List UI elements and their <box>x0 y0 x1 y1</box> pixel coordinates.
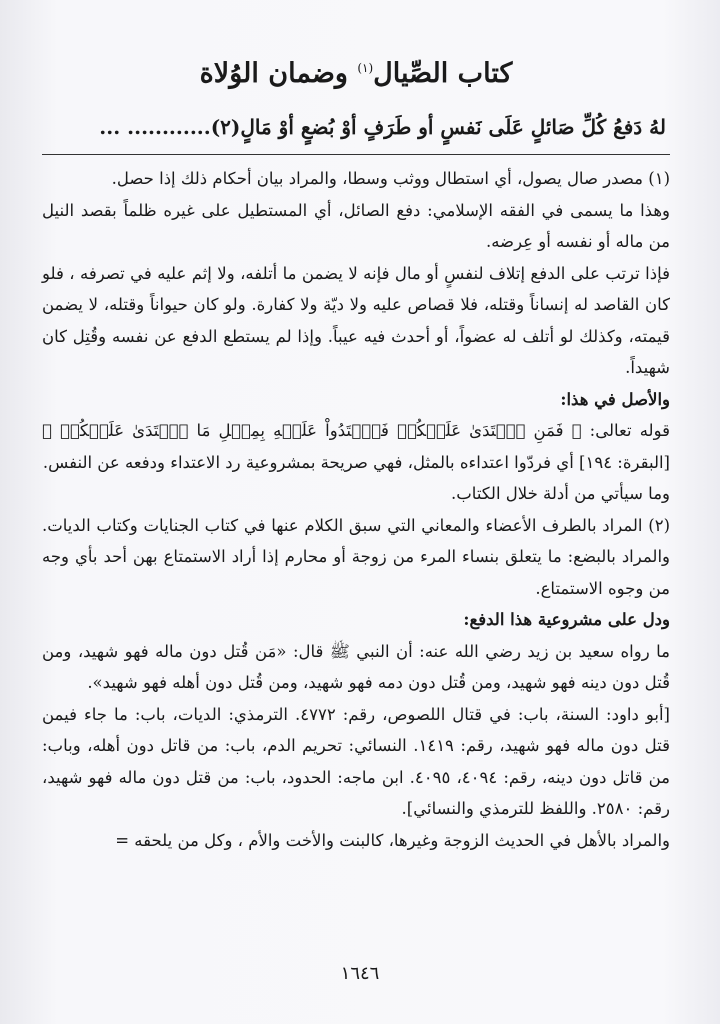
footnote-paragraph: وما سيأتي من أدلة خلال الكتاب. <box>451 484 670 503</box>
footnote-subheading: ودل على مشروعية هذا الدفع: <box>463 610 670 629</box>
footnote-1: (١) مصدر صال يصول، أي استطال ووثب وسطا، والمراد بيان أحكام ذلك إذا حصل. <box>111 169 670 188</box>
footnote-paragraph: ما رواه سعيد بن زيد رضي الله عنه: أن النبي ﷺ قال: «مَن قُتل دون ماله فهو شهيد، ومن قُتل دون دينه فهو شهيد، ومن قُتل دون دمه فهو شهيد، ومن قُتل دون أهله فهو شهيد». <box>42 641 670 692</box>
footnote-divider <box>42 154 670 155</box>
chapter-title <box>42 48 670 94</box>
footnotes <box>42 163 670 856</box>
chapter-title-part1: كتاب الصِّيال <box>373 58 513 89</box>
chapter-title-part2: وضمان الوُلاة <box>199 58 348 89</box>
page-number: ١٦٤٦ <box>340 963 380 984</box>
footnote-subheading: والأصل في هذا: <box>560 389 670 409</box>
footnote-2: (٢) المراد بالطرف الأعضاء والمعاني التي سبق الكلام عنها في كتاب الجنايات وكتاب الديات. والمراد بالبضع: ما يتعلق بنساء المرء من زوجة أو محارم إذا أراد الاستمتاع بهن أحد بأي وجه من وجوه الاستمتاع. <box>42 515 670 598</box>
footnote-paragraph: قوله تعالى: ﴿ فَمَنِ ٱعۡتَدَىٰ عَلَيۡكُمۡ فَٱعۡتَدُواْ عَلَيۡهِ بِمِثۡلِ مَا ٱعۡتَدَىٰ عَلَيۡكُمۡ ﴾ [البقرة: ١٩٤] أي فردّوا اعتداءه بالمثل، فهي صريحة بمشروعية رد الاعتداء ودفعه عن النفس. <box>42 421 670 472</box>
page-content <box>42 48 670 856</box>
footnote-citation: [أبو داود: السنة، باب: في قتال اللصوص، رقم: ٤٧٧٢. الترمذي: الديات، باب: ما جاء فيمن قتل دون ماله فهو شهيد، رقم: ١٤١٩. النسائي: تحريم الدم، باب: من قاتل دون أهله، وباب: من قاتل دون دينه، رقم: ٤٠٩٤، ٤٠٩٥. ابن ماجه: الحدود، باب: من قتل دون ماله فهو شهيد، رقم: ٢٥٨٠. واللفظ للترمذي والنسائي]. <box>42 704 670 818</box>
footnote-paragraph: والمراد بالأهل في الحديث الزوجة وغيرها، كالبنت والأخت والأم ، وكل من يلحقه = <box>115 830 670 850</box>
footnote-paragraph: وهذا ما يسمى في الفقه الإسلامي: دفع الصائل، أي المستطيل على غيره ظلماً بقصد النيل من ماله أو نفسه أو عِرضه. <box>42 200 670 251</box>
main-text: لهُ دَفعُ كُلِّ صَائلٍ عَلَى نَفسٍ أو طَرَفٍ أوْ بُضعٍ أوْ مَالٍ(٢)............ ... <box>99 115 666 139</box>
title-footnote-ref: (١) <box>357 61 374 75</box>
footnote-paragraph: فإذا ترتب على الدفع إتلاف لنفسٍ أو مال فإنه لا يضمن ما أتلفه، ولا إثم عليه في تصرفه ، فلو كان القاصد له إنساناً وقتله، فلا قصاص عليه ولا ديّة ولا كفارة. ولو كان حيواناً وقتله، لا يضمن قيمته، وكذلك لو أتلف له عضواً، أو أحدث فيه عيباً. وإذا لم يستطع الدفع عن نفسه وقُتِل كان شهيداً. <box>42 263 670 377</box>
